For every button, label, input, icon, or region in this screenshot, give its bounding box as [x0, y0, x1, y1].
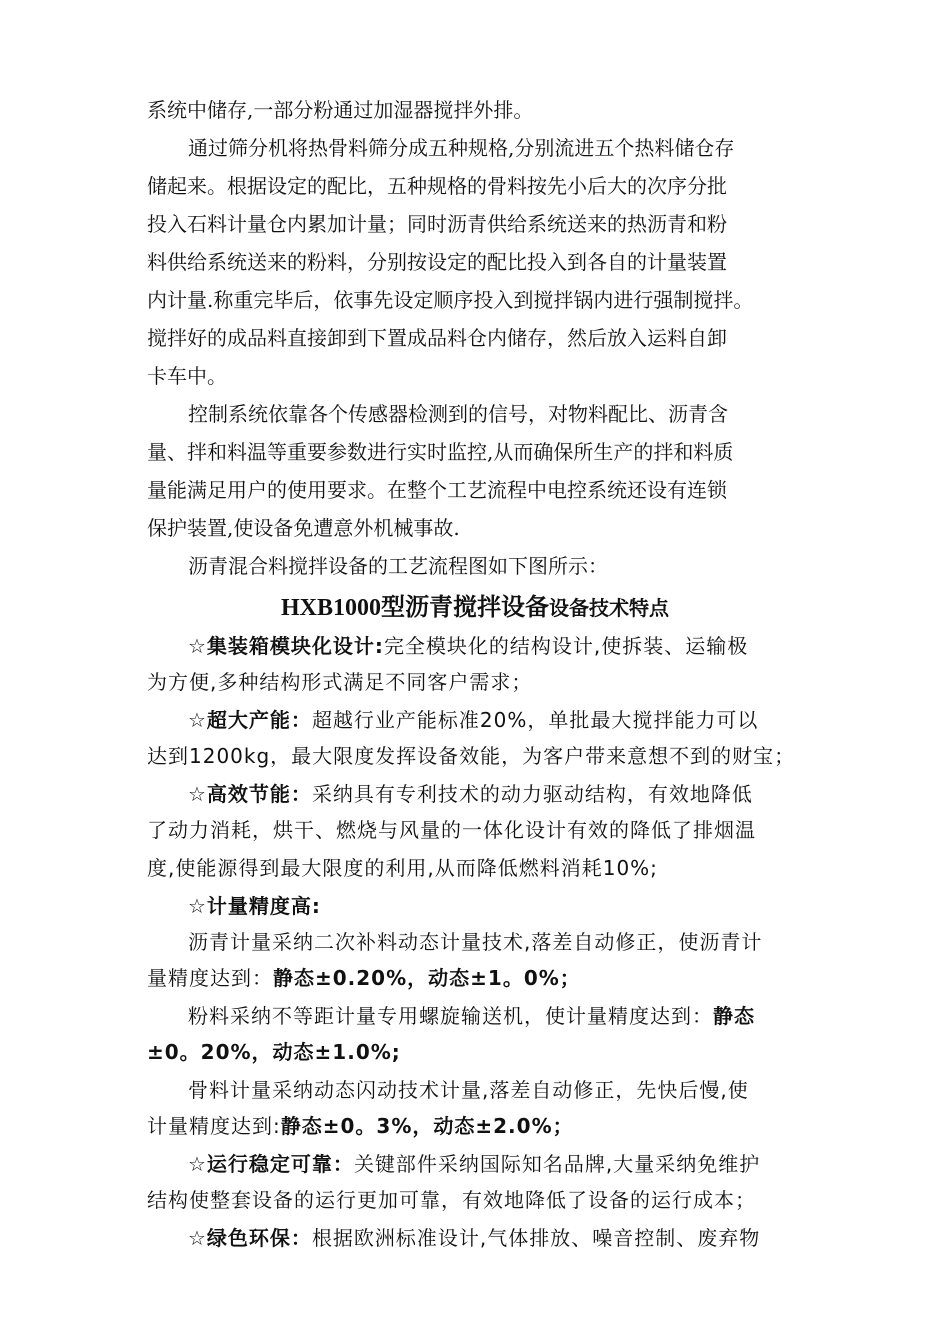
- paragraph-line: 量、拌和料温等重要参数进行实时监控,从而确保所生产的拌和料质: [147, 440, 734, 464]
- feature-label: ☆绿色环保：: [188, 1226, 312, 1250]
- feature-eco: [188, 1220, 848, 1256]
- paragraph-line: 通过筛分机将热骨料筛分成五种规格,分别流进五个热料储仓存: [188, 136, 735, 160]
- feature-value: ±0。20%，动态±1.0%;: [147, 1040, 401, 1064]
- feature-line: 度,使能源得到最大限度的利用,从而降低燃料消耗10%;: [147, 856, 658, 880]
- feature-text: 超越行业产能标准20%，单批最大搅拌能力可以: [311, 708, 759, 732]
- feature-capacity: [188, 702, 848, 738]
- feature-modular: [188, 628, 848, 664]
- feature-label: ☆高效节能：: [188, 782, 312, 806]
- paragraph-line: 内计量.称重完毕后，依事先设定顺序投入到搅拌锅内进行强制搅拌。: [147, 288, 754, 312]
- feature-reliability: [188, 1146, 848, 1182]
- feature-line: 骨料计量采纳动态闪动技术计量,落差自动修正，先快后慢,使: [188, 1078, 749, 1102]
- feature-label: ☆运行稳定可靠：: [188, 1152, 354, 1176]
- paragraph-line: 保护装置,使设备免遭意外机械事故.: [147, 516, 460, 540]
- paragraph-line: 系统中储存,一部分粉通过加湿器搅拌外排。: [147, 98, 534, 122]
- section-title: [0, 588, 950, 628]
- feature-text: 量精度达到：: [147, 966, 273, 990]
- feature-text: 完全模块化的结构设计,使拆装、运输极: [383, 634, 749, 658]
- paragraph-line: 搅拌好的成品料直接卸到下置成品料仓内储存，然后放入运料自卸: [147, 326, 727, 350]
- feature-text: 根据欧洲标准设计,气体排放、噪音控制、废弃物: [311, 1226, 761, 1250]
- feature-value: 静态: [713, 1004, 755, 1028]
- paragraph-line: 量能满足用户的使用要求。在整个工艺流程中电控系统还设有连锁: [147, 478, 727, 502]
- feature-line: 结构使整套设备的运行更加可靠，有效地降低了设备的运行成本；: [147, 1188, 756, 1212]
- feature-line: 了动力消耗，烘干、燃烧与风量的一体化设计有效的降低了排烟温: [147, 818, 756, 842]
- feature-text: 采纳具有专利技术的动力驱动结构，有效地降低: [311, 782, 753, 806]
- feature-label: ☆集装箱模块化设计:: [188, 634, 384, 658]
- paragraph-line: 卡车中。: [147, 364, 227, 388]
- feature-line: [147, 1108, 807, 1144]
- feature-value: 静态±0.20%，动态±1。0%；: [273, 966, 581, 990]
- feature-label: ☆计量精度高:: [188, 894, 321, 918]
- feature-line: [147, 1034, 807, 1070]
- paragraph-line: 沥青混合料搅拌设备的工艺流程图如下图所示：: [188, 554, 608, 578]
- feature-line: 沥青计量采纳二次补料动态计量技术,落差自动修正，使沥青计: [188, 930, 763, 954]
- feature-text: 计量精度达到:: [147, 1114, 281, 1138]
- paragraph-line: 控制系统依靠各个传感器检测到的信号，对物料配比、沥青含: [188, 402, 728, 426]
- feature-line: [188, 998, 848, 1034]
- paragraph-line: 储起来。根据设定的配比，五种规格的骨料按先小后大的次序分批: [147, 174, 727, 198]
- feature-text: 关键部件采纳国际知名品牌,大量采纳免维护: [353, 1152, 761, 1176]
- section-title-main: HXB1000型沥青搅拌设备: [280, 595, 549, 621]
- feature-text: 粉料采纳不等距计量专用螺旋输送机，使计量精度达到：: [188, 1004, 713, 1028]
- feature-efficiency: [188, 776, 848, 812]
- feature-label: ☆超大产能：: [188, 708, 312, 732]
- paragraph-line: 投入石料计量仓内累加计量；同时沥青供给系统送来的热沥青和粉: [147, 212, 727, 236]
- feature-line: 为方便,多种结构形式满足不同客户需求；: [147, 670, 533, 694]
- feature-accuracy: [188, 888, 848, 924]
- paragraph-line: 料供给系统送来的粉料，分别按设定的配比投入到各自的计量装置: [147, 250, 727, 274]
- feature-line: [147, 960, 807, 996]
- feature-line: 达到1200kg，最大限度发挥设备效能，为客户带来意想不到的财宝；: [147, 744, 796, 768]
- feature-value: 静态±0。3%，动态±2.0%；: [280, 1114, 574, 1138]
- section-title-sub: 设备技术特点: [549, 596, 669, 620]
